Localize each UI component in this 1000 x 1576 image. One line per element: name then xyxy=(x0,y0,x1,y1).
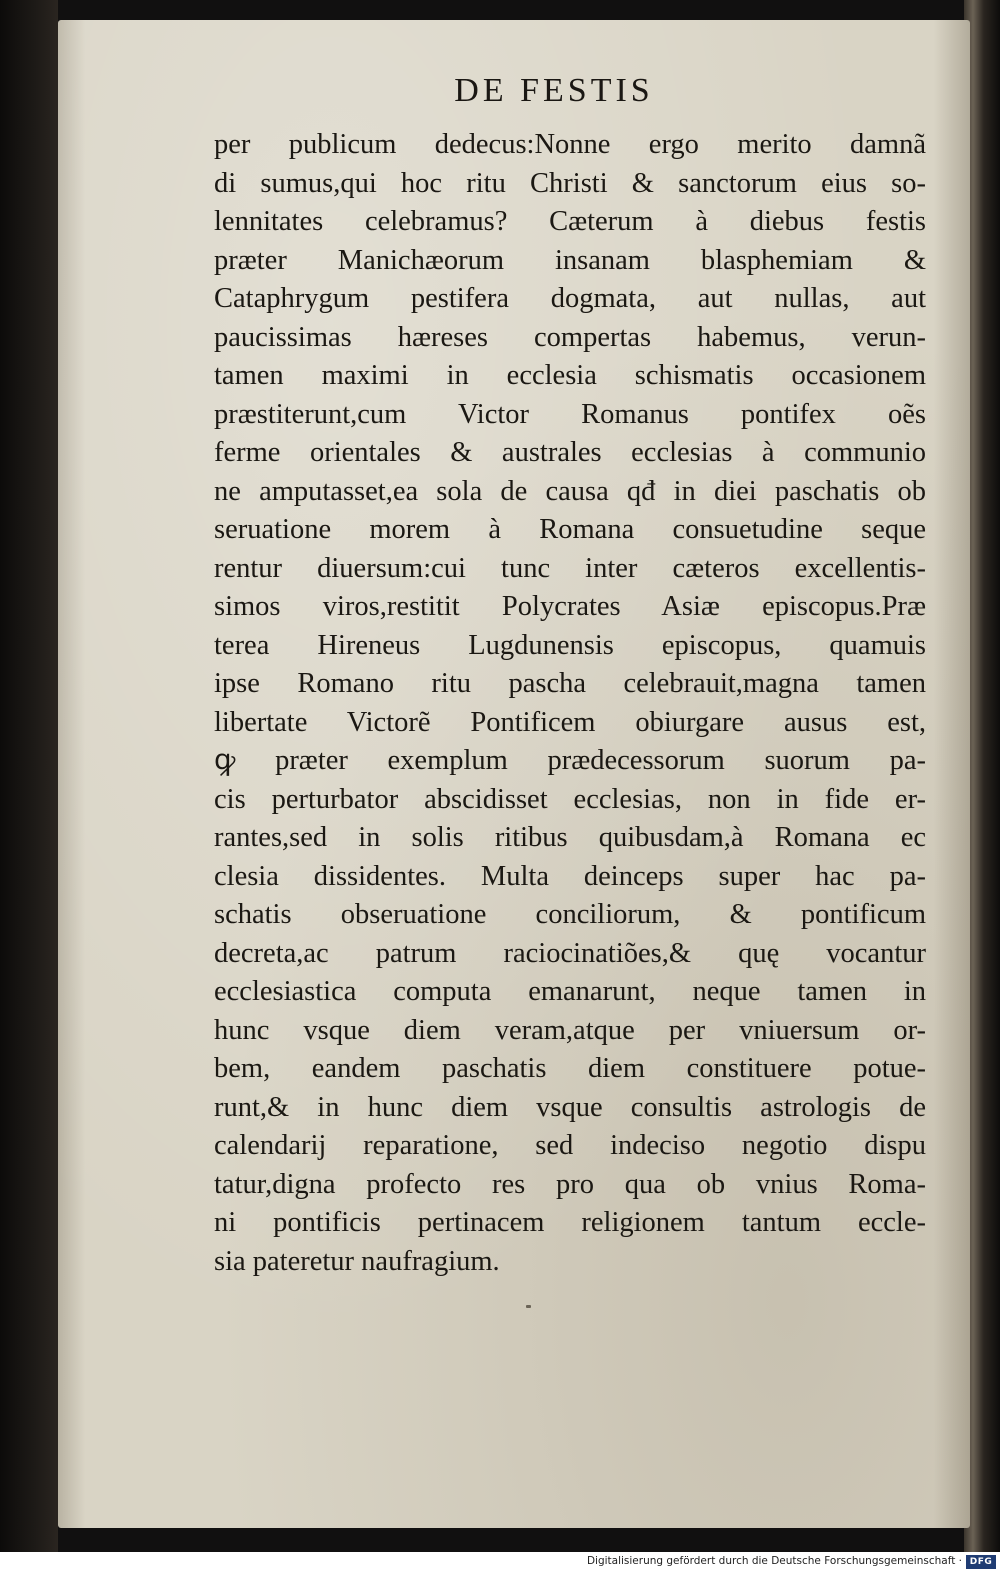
body-text xyxy=(214,126,926,1281)
text-line: terea Hireneus Lugdunensis episcopus, quamuis xyxy=(214,629,926,661)
text-line: sia pateretur naufragium. xyxy=(214,1245,500,1277)
text-line: bem, eandem paschatis diem constituere potue- xyxy=(214,1053,926,1084)
text-line: schatis obseruatione conciliorum, & pontificum xyxy=(214,899,926,930)
ink-mark xyxy=(526,1305,531,1308)
text-line: rentur diuersum:cui tunc inter cæteros excellentis- xyxy=(214,552,926,584)
text-line: ipse Romano ritu pascha celebrauit,magna tamen xyxy=(214,668,926,699)
dfg-logo: DFG xyxy=(966,1555,996,1569)
text-line: simos viros,restitit Polycrates Asiæ episcopus.Præ xyxy=(214,591,926,622)
funding-credit: Digitalisierung gefördert durch die Deutsche Forschungsgemeinschaft · xyxy=(586,1555,962,1567)
book-page xyxy=(58,20,970,1528)
text-line: hunc vsque diem veram,atque per vniuersum or- xyxy=(214,1014,926,1046)
running-head: DE FESTIS xyxy=(454,72,654,109)
book-spine xyxy=(0,0,58,1552)
text-line: cis perturbator abscidisset ecclesias, non in fide er- xyxy=(214,783,926,815)
text-line: di sumus,qui hoc ritu Christi & sanctorum eius so- xyxy=(214,167,926,199)
text-line: rantes,sed in solis ritibus quibusdam,à Romana ec xyxy=(214,822,926,853)
text-line: lennitates celebramus? Cæterum à diebus festis xyxy=(214,206,926,237)
text-line: per publicum dedecus:Nonne ergo merito damnã xyxy=(214,129,926,160)
text-line: ꝙ præter exemplum prædecessorum suorum pa- xyxy=(214,745,926,776)
text-line: libertate Victorẽ Pontificem obiurgare ausus est, xyxy=(214,706,926,738)
text-line: decreta,ac patrum raciocinatiões,& quę vocantur xyxy=(214,937,926,969)
text-line: Cataphrygum pestifera dogmata, aut nullas, aut xyxy=(214,283,926,314)
text-line: tatur,digna profecto res pro qua ob vnius Roma- xyxy=(214,1168,926,1200)
text-line: ni pontificis pertinacem religionem tantum eccle- xyxy=(214,1207,926,1238)
text-line: præstiterunt,cum Victor Romanus pontifex oẽs xyxy=(214,398,926,430)
text-line: tamen maximi in ecclesia schismatis occasionem xyxy=(214,360,926,391)
text-line: ne amputasset,ea sola de causa qđ in diei paschatis ob xyxy=(214,475,926,507)
text-line: seruatione morem à Romana consuetudine seque xyxy=(214,514,926,545)
text-line: paucissimas hæreses compertas habemus, verun- xyxy=(214,321,926,353)
text-line: runt,& in hunc diem vsque consultis astrologis de xyxy=(214,1091,926,1123)
text-line: clesia dissidentes. Multa deinceps super hac pa- xyxy=(214,860,926,892)
text-line: calendarij reparatione, sed indeciso negotio dispu xyxy=(214,1130,926,1161)
text-line: ecclesiastica computa emanarunt, neque tamen in xyxy=(214,976,926,1007)
text-line: ferme orientales & australes ecclesias à communio xyxy=(214,437,926,468)
text-line: præter Manichæorum insanam blasphemiam & xyxy=(214,244,926,276)
